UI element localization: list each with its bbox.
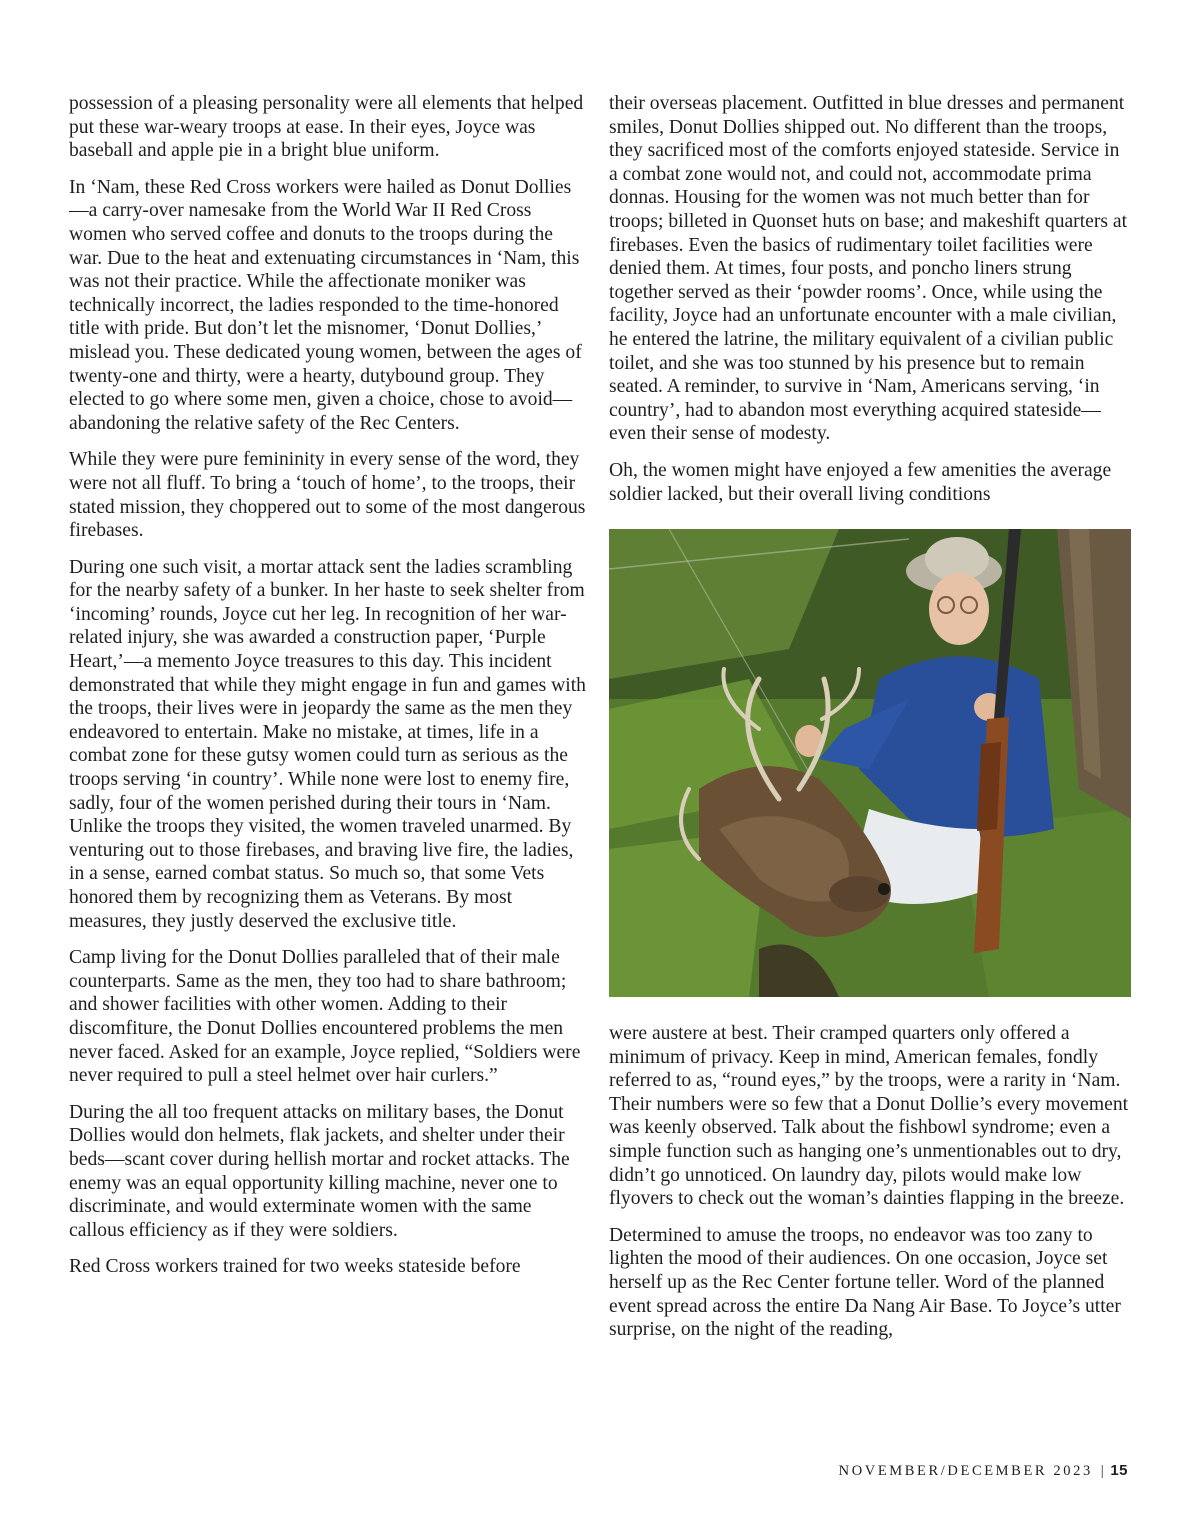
paragraph: Camp living for the Donut Dollies paralleled that of their male counterparts. Same as the men, they too had to share bathroom; and shower facilities with other women. Adding to their discomfiture, the Donut Dollies encountered problems the men never faced. Asked for an example, Joyce replied, “Soldiers were never required to pull a steel helmet over hair curlers.” <box>69 947 581 1087</box>
paragraph: In ‘Nam, these Red Cross workers were hailed as Donut Dollies—a carry-over namesake from the World War II Red Cross women who served coffee and donuts to the troops during the war. Due to the heat and extenuating circumstances in ‘Nam, this was not their practice. While the affectionate moniker was technically incorrect, the ladies responded to the time-honored title with pride. But don’t let the misnomer, ‘Donut Dollies,’ mislead you. These dedicated young women, between the ages of twenty-one and thirty, were a hearty, dutybound group. They elected to go where some men, given a choice, chose to avoid—abandoning the relative safety of the Rec Centers. <box>69 176 582 434</box>
paragraph: Determined to amuse the troops, no endeavor was too zany to lighten the mood of their audiences. On one occasion, Joyce set herself up as the Rec Center fortune teller. Word of the planned event spread across the entire Da Nang Air Base. To Joyce’s utter surprise, on the night of the reading, <box>609 1224 1121 1341</box>
paragraph: While they were pure femininity in every sense of the word, they were not all fluff. To bring a ‘touch of home’, to the troops, their stated mission, they choppered out to some of the most dangerous firebases. <box>69 449 586 542</box>
left-column <box>69 92 589 1292</box>
right-column <box>609 92 1129 1355</box>
footer-separator: | <box>1100 1463 1107 1479</box>
paragraph: During one such visit, a mortar attack sent the ladies scrambling for the nearby safety of a bunker. In her haste to seek shelter from ‘incoming’ rounds, Joyce cut her leg. In recognition of her war-related injury, she was awarded a construction paper, ‘Purple Heart,’—a memento Joyce treasures to this day. This incident demonstrated that while they might engage in fun and games with the troops, their lives were in jeopardy the same as the men they endeavored to entertain. Make no mistake, at times, life in a combat zone for these gutsy women could turn as serious as the troops serving ‘in country’. While none were lost to enemy fire, sadly, four of the women perished during their tours in ‘Nam. Unlike the troops they visited, the women traveled unarmed. By venturing out to those firebases, and braving live fire, the ladies, in a sense, earned combat status. So much so, that some Vets honored them by recognizing them as Veterans. By most measures, they justly deserved the exclusive title. <box>69 556 586 932</box>
paragraph: Red Cross workers trained for two weeks stateside before <box>69 1256 521 1278</box>
page-footer <box>839 1462 1128 1480</box>
paragraph: Oh, the women might have enjoyed a few amenities the average soldier lacked, but their overall living conditions <box>609 459 1112 505</box>
page-number: 15 <box>1110 1462 1128 1479</box>
paragraph: were austere at best. Their cramped quarters only offered a minimum of privacy. Keep in mind, American females, fondly referred to as, “round eyes,” by the troops, were a rarity in ‘Nam. Their numbers were so few that a Donut Dollie’s every movement was keenly observed. Talk about the fishbowl syndrome; even a simple function such as hanging one’s unmentionables out to dry, didn’t go unnoticed. On laundry day, pilots would make low flyovers to check out the woman’s dainties flapping in the breeze. <box>609 1023 1129 1210</box>
paragraph: their overseas placement. Outfitted in blue dresses and permanent smiles, Donut Dollies shipped out. No different than the troops, they sacrificed most of the comforts enjoyed stateside. Service in a combat zone would not, and could not, accommodate prima donnas. Housing for the women was not much better than for troops; billeted in Quonset huts on base; and makeshift quarters at firebases. Even the basics of rudimentary toilet facilities were denied them. At times, four posts, and poncho liners strung together served as their ‘powder rooms’. Once, while using the facility, Joyce had an unfortunate encounter with a male civilian, he entered the latrine, the military equivalent of a civilian public toilet, and she was too stunned by his presence but to remain seated. A reminder, to survive in ‘Nam, Americans serving, ‘in country’, had to abandon most everything acquired stateside—even their sense of modesty. <box>609 93 1128 445</box>
photo-hunter-with-deer <box>609 529 1131 997</box>
paragraph: During the all too frequent attacks on military bases, the Donut Dollies would don helmets, flak jackets, and shelter under their beds—scant cover during hellish mortar and rocket attacks. The enemy was an equal opportunity killing machine, never one to discriminate, and would exterminate women with the same callous efficiency as if they were soldiers. <box>69 1101 570 1241</box>
photo-illustration <box>609 529 1131 997</box>
paragraph: possession of a pleasing personality were all elements that helped put these war-weary troops at ease. In their eyes, Joyce was baseball and apple pie in a bright blue uniform. <box>69 93 584 162</box>
issue-date: NOVEMBER/DECEMBER 2023 <box>838 1463 1093 1479</box>
